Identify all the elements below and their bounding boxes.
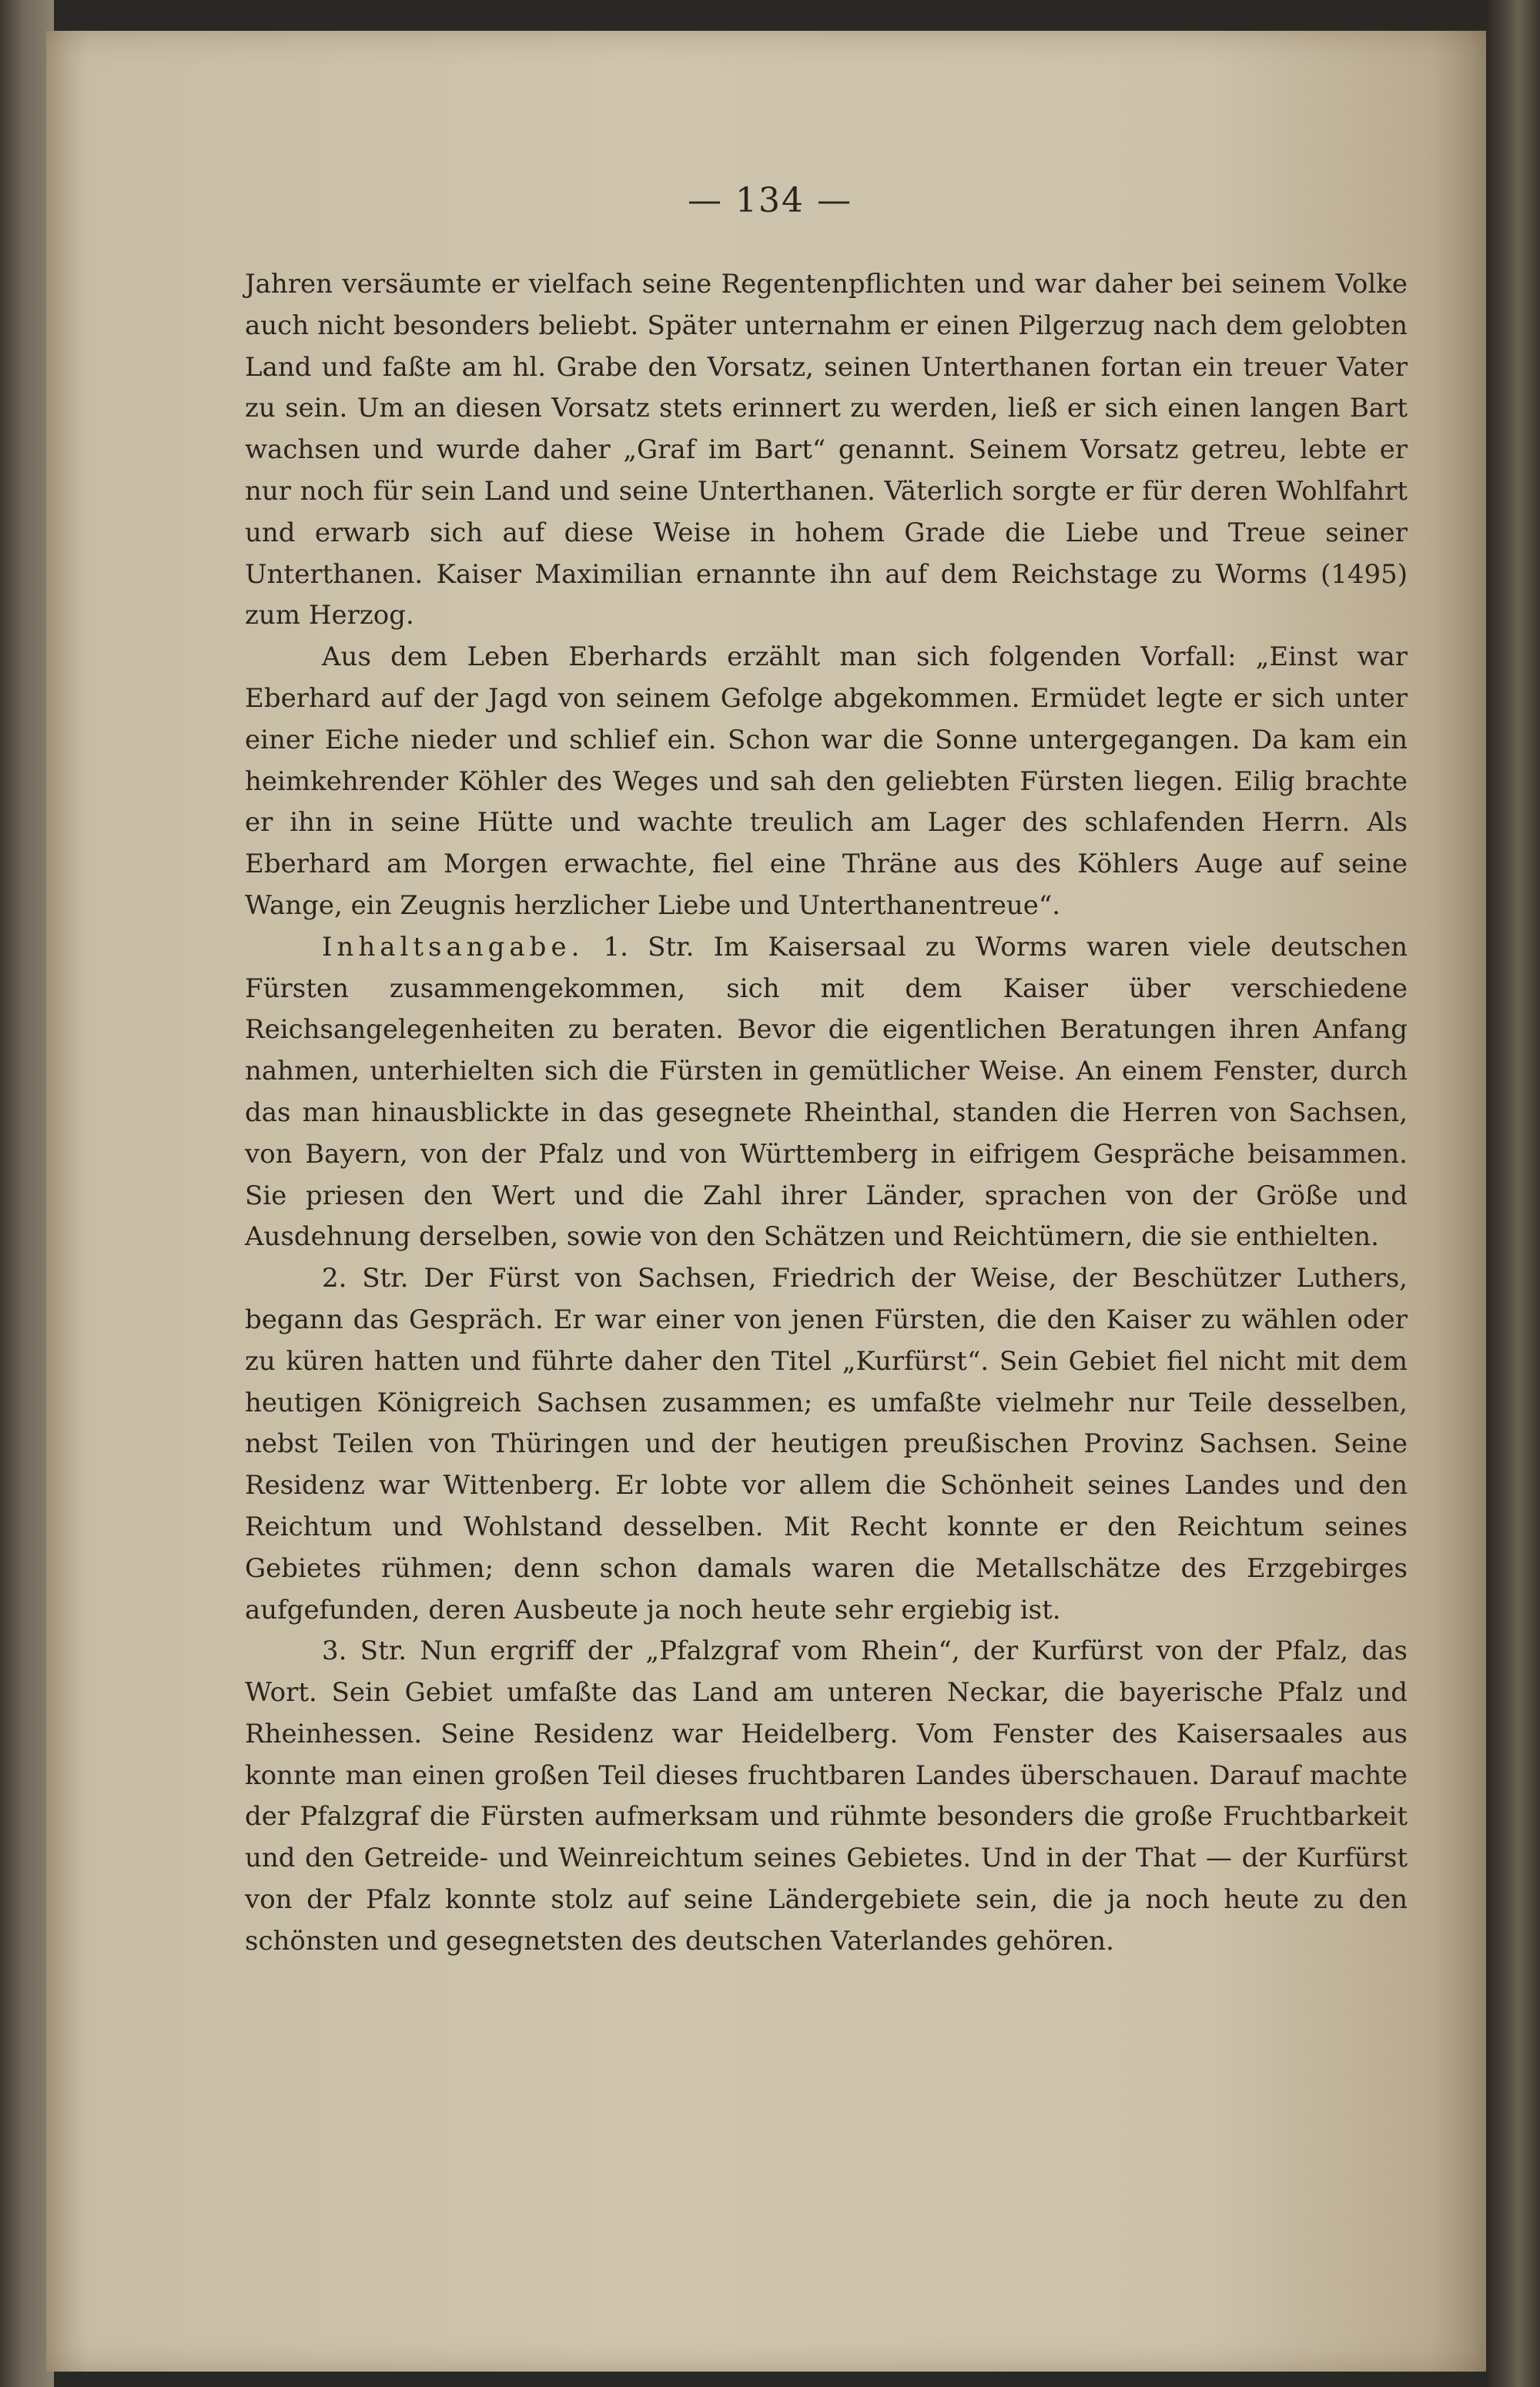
paragraph-3 [245,927,1408,1258]
book-gutter-shadow [1486,0,1540,2387]
paragraph-3-text: 1. Str. Im Kaisersaal zu Worms waren viele deutschen Fürsten zusammengekommen, sich mit dem Kaiser über verschiedene Reichsangelegenheiten zu beraten. Bevor die eigentlichen Beratungen ihren Anfang nahmen, unterhielten sich die Fürsten in gemütlicher Weise. An einem Fenster, durch das man hinausblickte in das gesegnete Rheinthal, standen die Herren von Sachsen, von Bayern, von der Pfalz und von Württemberg in eifrigem Gespräche beisammen. Sie priesen den Wert und die Zahl ihrer Länder, sprachen von der Größe und Ausdehnung derselben, sowie von den Schätzen und Reichtümern, die sie enthielten. [245,931,1408,1253]
paragraph-5: 3. Str. Nun ergriff der „Pfalzgraf vom Rhein“, der Kurfürst von der Pfalz, das Wort. Sein Gebiet umfaßte das Land am unteren Neckar, die bayerische Pfalz und Rheinhessen. Seine Residenz war Heidelberg. Vom Fenster des Kaisersaales aus konnte man einen großen Teil dieses fruchtbaren Landes überschauen. Darauf machte der Pfalzgraf die Fürsten aufmerksam und rühmte besonders die große Fruchtbarkeit und den Getreide- und Weinreichtum seines Gebietes. Und in der That — der Kurfürst von der Pfalz konnte stolz auf seine Ländergebiete sein, die ja noch heute zu den schönsten und gesegnetsten des deutschen Vaterlandes gehören. [245,1635,1408,1957]
paragraph-1: Jahren versäumte er vielfach seine Regentenpflichten und war daher bei seinem Volke auch nicht besonders beliebt. Später unternahm er einen Pilgerzug nach dem gelobten Land und faßte am hl. Grabe den Vorsatz, seinen Unterthanen fortan ein treuer Vater zu sein. Um an diesen Vorsatz stets erinnert zu werden, ließ er sich einen langen Bart wachsen und wurde daher „Graf im Bart“ genannt. Seinem Vorsatz getreu, lebte er nur noch für sein Land und seine Unterthanen. Väterlich sorgte er für deren Wohlfahrt und erwarb sich auf diese Weise in hohem Grade die Liebe und Treue seiner Unterthanen. Kaiser Maximilian ernannte ihn auf dem Reichstage zu Worms (1495) zum Herzog. [245,269,1408,631]
page-number: — 134 — [688,181,852,220]
paragraph-2: Aus dem Leben Eberhards erzählt man sich folgenden Vorfall: „Einst war Eberhard auf der Jagd von seinem Gefolge abgekommen. Ermüdet legte er sich unter einer Eiche nieder und schlief ein. Schon war die Sonne untergegangen. Da kam ein heimkehrender Köhler des Weges und sah den geliebten Fürsten liegen. Eilig brachte er ihn in seine Hütte und wachte treulich am Lager des schlafenden Herrn. Als Eberhard am Morgen erwachte, fiel eine Thräne aus des Köhlers Auge auf seine Wange, ein Zeugnis herzlicher Liebe und Unterthanentreue“. [245,641,1408,921]
body-text [245,264,1408,1963]
section-label: Inhaltsangabe. [322,931,584,962]
paragraph-4: 2. Str. Der Fürst von Sachsen, Friedrich der Weise, der Beschützer Luthers, begann das Gespräch. Er war einer von jenen Fürsten, die den Kaiser zu wählen oder zu küren hatten und führte daher den Titel „Kurfürst“. Sein Gebiet fiel nicht mit dem heutigen Königreich Sachsen zusammen; es umfaßte vielmehr nur Teile desselben, nebst Teilen von Thüringen und der heutigen preußischen Provinz Sachsen. Seine Residenz war Wittenberg. Er lobte vor allem die Schönheit seines Landes und den Reichtum und Wohlstand desselben. Mit Recht konnte er den Reichtum seines Gebietes rühmen; denn schon damals waren die Metallschätze des Erzgebirges aufgefunden, deren Ausbeute ja noch heute sehr ergiebig ist. [245,1263,1408,1625]
